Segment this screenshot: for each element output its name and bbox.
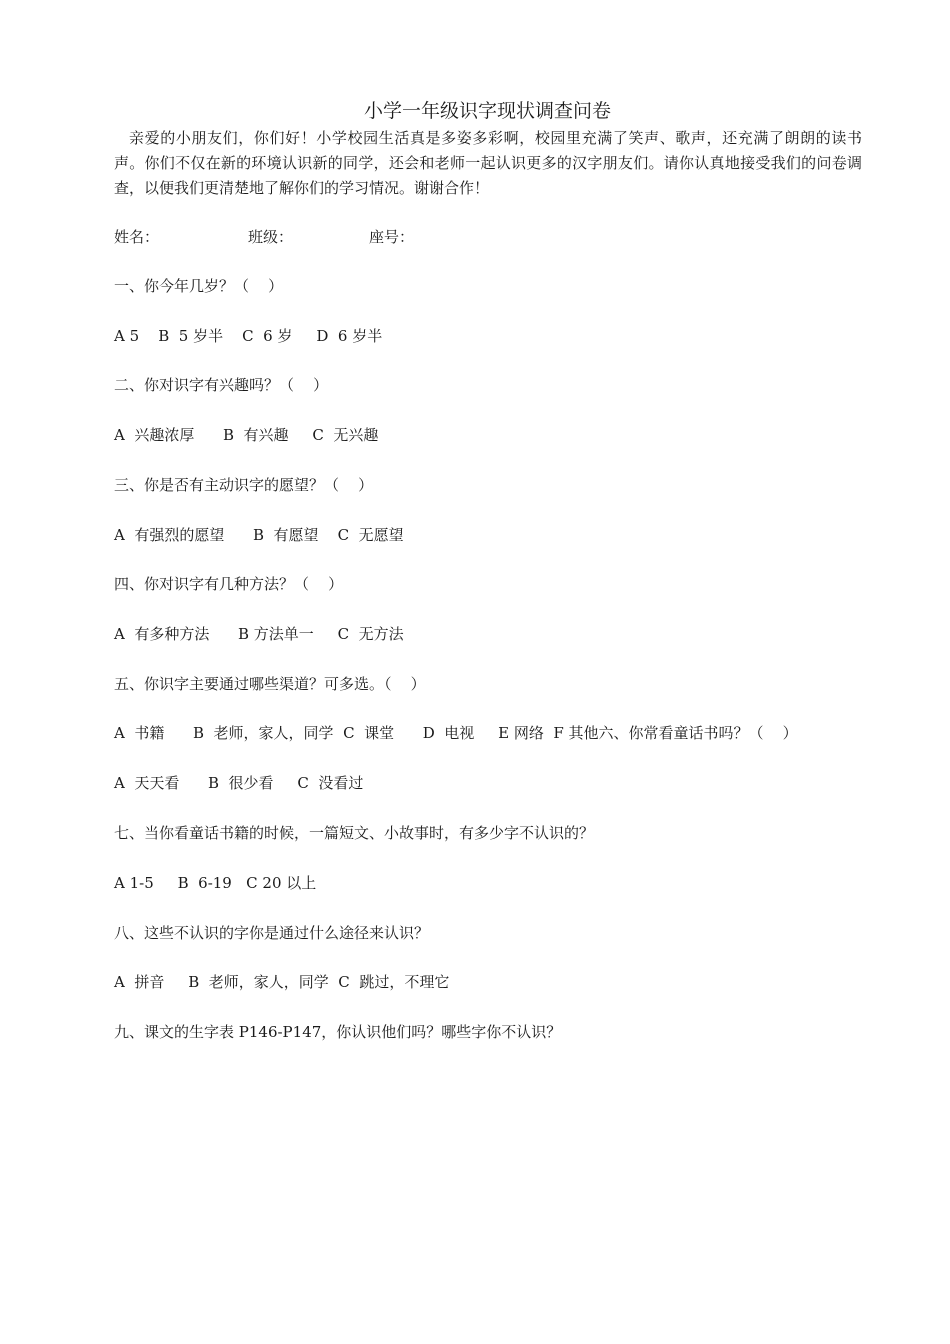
document-title: 小学一年级识字现状调查问卷: [363, 100, 611, 122]
question-5-options-and-question-6: A 书籍 B 老师，家人，同学 C 课堂 D 电视 E 网络 F 其他六、你常看童话书吗？（ ）: [114, 724, 798, 742]
question-8: 八、这些不认识的字你是通过什么途径来认识？: [114, 924, 430, 942]
question-3-options: A 有强烈的愿望 B 有愿望 C 无愿望: [114, 526, 404, 544]
question-4: 四、你对识字有几种方法？（ ）: [114, 575, 344, 593]
question-4-options: A 有多种方法 B 方法单一 C 无方法: [114, 625, 404, 643]
question-8-options: A 拼音 B 老师，家人，同学 C 跳过，不理它: [114, 973, 450, 991]
student-info-fields: [114, 226, 414, 248]
question-9: 九、课文的生字表 P146-P147，你认识他们吗？哪些字你不认识？: [114, 1023, 562, 1041]
question-6-options: A 天天看 B 很少看 C 没看过: [114, 774, 364, 792]
question-7-options: A 1-5 B 6-19 C 20 以上: [114, 874, 317, 892]
question-2-options: A 兴趣浓厚 B 有兴趣 C 无兴趣: [114, 426, 379, 444]
intro-paragraph: 亲爱的小朋友们，你们好！小学校园生活真是多姿多彩啊，校园里充满了笑声、歌声，还充满了朗朗的读书声。你们不仅在新的环境认识新的同学，还会和老师一起认识更多的汉字朋友们。请你认真地接受我们的问卷调查，以便我们更清楚地了解你们的学习情况。谢谢合作！: [114, 129, 862, 197]
question-1-options: A 5 B 5 岁半 C 6 岁 D 6 岁半: [114, 327, 383, 345]
seat-field-label: 座号：: [369, 228, 415, 246]
question-3: 三、你是否有主动识字的愿望？（ ）: [114, 476, 374, 494]
name-field-label: 姓名：: [114, 228, 160, 246]
question-5: 五、你识字主要通过哪些渠道？可多选。（ ）: [114, 675, 426, 693]
question-7: 七、当你看童话书籍的时候，一篇短文、小故事时，有多少字不认识的？: [114, 824, 595, 842]
question-2: 二、你对识字有兴趣吗？（ ）: [114, 376, 329, 394]
question-1: 一、你今年几岁？（ ）: [114, 277, 284, 295]
class-field-label: 班级：: [248, 228, 294, 246]
